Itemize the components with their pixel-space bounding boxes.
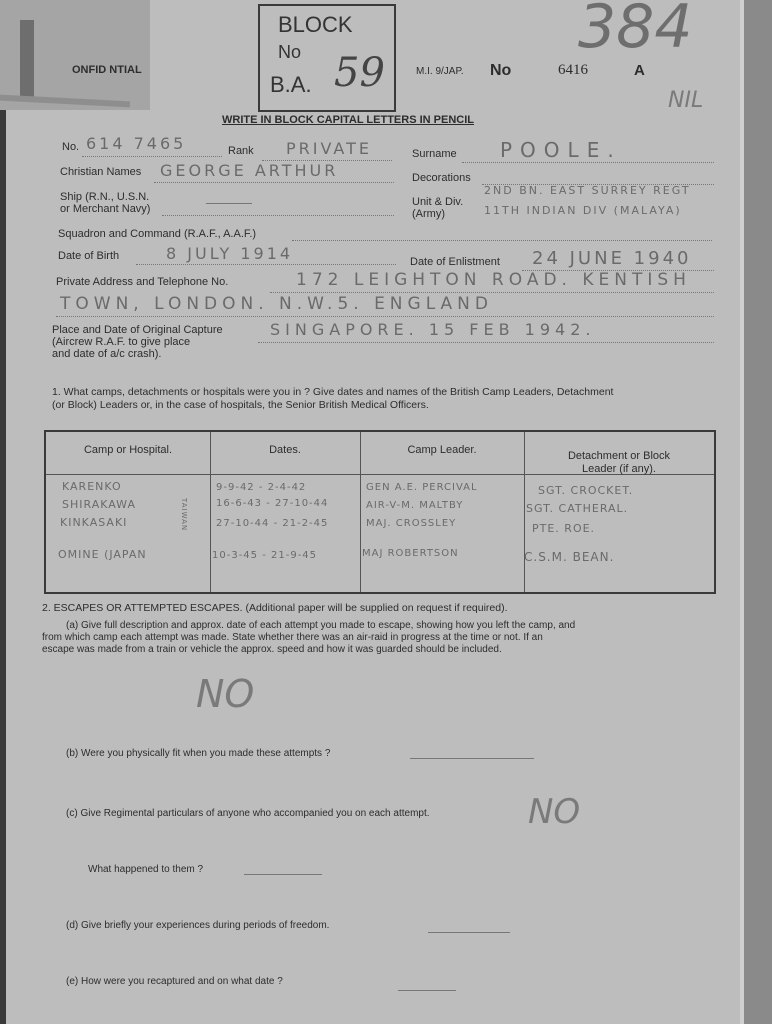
table-row-dates: 27-10-44 - 21-2-45 xyxy=(216,518,329,529)
unit-label-2: (Army) xyxy=(412,208,445,220)
capture-label-3: and date of a/c crash). xyxy=(52,348,162,360)
pen-nil: NIL xyxy=(668,88,704,113)
block-stamp xyxy=(258,4,396,112)
table-divider xyxy=(360,432,361,592)
number-label: No xyxy=(490,62,512,79)
table-row-dates: 16-6-43 - 27-10-44 xyxy=(216,498,329,509)
binder-ring xyxy=(20,20,34,100)
pen-number: 384 xyxy=(578,0,693,62)
address-line-1 xyxy=(270,292,714,293)
q2a-text-1: (a) Give full description and approx. date of each attempt you made to escape, showing how you left the camp, and xyxy=(66,620,576,631)
q2c-answer: NO xyxy=(528,792,581,832)
capture-line xyxy=(258,342,714,343)
q2-title: 2. ESCAPES OR ATTEMPTED ESCAPES. (Additional paper will be supplied on request if required). xyxy=(42,602,508,614)
ship-dash xyxy=(206,203,252,204)
surname-label: Surname xyxy=(412,148,457,160)
squadron-label: Squadron and Command (R.A.F., A.A.F.) xyxy=(58,228,257,240)
christian-names-value: GEORGE ARTHUR xyxy=(160,161,339,180)
q2-what-answer-line xyxy=(244,874,322,875)
header-dates: Dates. xyxy=(269,444,301,456)
table-row-leader: MAJ. CROSSLEY xyxy=(366,518,457,529)
table-row-camp: KARENKO xyxy=(62,480,122,493)
enlistment-label: Date of Enlistment xyxy=(410,256,500,268)
q2c-text: (c) Give Regimental particulars of anyone who accompanied you on each attempt. xyxy=(66,808,430,819)
q2e-answer-line xyxy=(398,990,456,991)
table-divider xyxy=(210,432,211,592)
stamp-block: BLOCK xyxy=(278,12,353,37)
dob-label: Date of Birth xyxy=(58,250,120,262)
address-value-2: TOWN, LONDON. N.W.5. ENGLAND xyxy=(60,294,493,314)
table-row-detachment: C.S.M. BEAN. xyxy=(524,550,615,564)
unit-label-1: Unit & Div. xyxy=(412,196,464,208)
address-value-1: 172 LEIGHTON ROAD. KENTISH xyxy=(296,270,691,290)
q2a-answer: NO xyxy=(196,672,255,716)
table-row-leader: GEN A.E. PERCIVAL xyxy=(366,482,478,493)
dob-value: 8 JULY 1914 xyxy=(166,244,294,263)
table-row-dates: 9-9-42 - 2-4-42 xyxy=(216,482,307,493)
q2d-text: (d) Give briefly your experiences during periods of freedom. xyxy=(66,920,330,931)
rank-label: Rank xyxy=(228,145,254,157)
ship-label-1: Ship (R.N., U.S.N. xyxy=(60,191,150,203)
dob-line xyxy=(136,264,396,265)
q2-what-happened: What happened to them ? xyxy=(88,864,204,875)
form-reference: M.I. 9/JAP. xyxy=(416,66,464,77)
table-row-leader: MAJ ROBERTSON xyxy=(362,548,459,559)
capture-label-2: (Aircrew R.A.F. to give place xyxy=(52,336,191,348)
squadron-line xyxy=(292,240,712,241)
service-no-value: 614 7465 xyxy=(86,134,187,153)
table-row-detachment: SGT. CROCKET. xyxy=(538,484,634,497)
capture-value: SINGAPORE. 15 FEB 1942. xyxy=(270,320,596,339)
q2d-answer-line xyxy=(428,932,510,933)
header-detachment-2: Leader (if any). xyxy=(582,463,656,475)
unit-value-2: 11TH INDIAN DIV (MALAYA) xyxy=(484,204,682,217)
table-row-detachment: PTE. ROE. xyxy=(532,522,596,535)
surname-line xyxy=(462,162,714,163)
capture-label-1: Place and Date of Original Capture xyxy=(52,324,223,336)
confidential-label: ONFID NTIAL xyxy=(72,64,142,76)
table-row-leader: AIR-V-M. MALTBY xyxy=(366,500,464,511)
stamp-ba: B.A. xyxy=(270,72,312,97)
decorations-label: Decorations xyxy=(412,172,471,184)
rank-value: PRIVATE xyxy=(286,139,372,158)
q2a-text-3: escape was made from a train or vehicle the approx. speed and how it was guarded should be included. xyxy=(42,644,502,655)
q2a-text-2: from which camp each attempt was made. State whether there was an air-raid in progress at the time or not. If an xyxy=(42,632,543,643)
header-detachment: Detachment or Block xyxy=(567,450,671,462)
ship-label-2: or Merchant Navy) xyxy=(60,203,151,215)
table-row-dates: 10-3-45 - 21-9-45 xyxy=(212,550,318,561)
address-line-2 xyxy=(56,316,714,317)
header-camp-leader: Camp Leader. xyxy=(407,444,477,456)
ship-line xyxy=(162,215,394,216)
table-row-camp: KINKASAKI xyxy=(60,516,128,529)
pencil-instruction: WRITE IN BLOCK CAPITAL LETTERS IN PENCIL xyxy=(222,114,474,126)
surname-value: POOLE. xyxy=(500,138,622,162)
q2e-text: (e) How were you recaptured and on what date ? xyxy=(66,976,283,987)
q2b-answer-line xyxy=(410,758,534,759)
table-row-camp: OMINE (JAPAN xyxy=(58,548,147,561)
header-camp: Camp or Hospital. xyxy=(83,444,173,456)
stamp-handwritten-number: 59 xyxy=(334,50,385,96)
q1-text-2: (or Block) Leaders or, in the case of hospitals, the Senior British Medical Officers. xyxy=(52,399,429,411)
table-row-detachment: SGT. CATHERAL. xyxy=(526,502,629,515)
q2b-text: (b) Were you physically fit when you made these attempts ? xyxy=(66,748,331,759)
christian-names-line xyxy=(154,182,394,183)
camps-table xyxy=(44,430,716,594)
q1-text-1: 1. What camps, detachments or hospitals were you in ? Give dates and names of the British Camp Leaders, Detachment xyxy=(52,386,614,398)
form-suffix: A xyxy=(634,62,645,79)
service-no-line xyxy=(82,156,222,157)
enlistment-value: 24 JUNE 1940 xyxy=(532,248,692,269)
table-row-camp: SHIRAKAWA xyxy=(62,498,136,511)
stamp-no: No xyxy=(278,42,302,62)
christian-names-label: Christian Names xyxy=(60,166,142,178)
background-pages xyxy=(744,0,772,1024)
service-no-label: No. xyxy=(62,141,80,153)
address-label: Private Address and Telephone No. xyxy=(56,276,229,288)
taiwan-bracket-note: TAIWAN xyxy=(180,498,188,532)
unit-value-1: 2ND BN. EAST SURREY REGT xyxy=(484,184,691,197)
form-number: 6416 xyxy=(558,62,588,78)
